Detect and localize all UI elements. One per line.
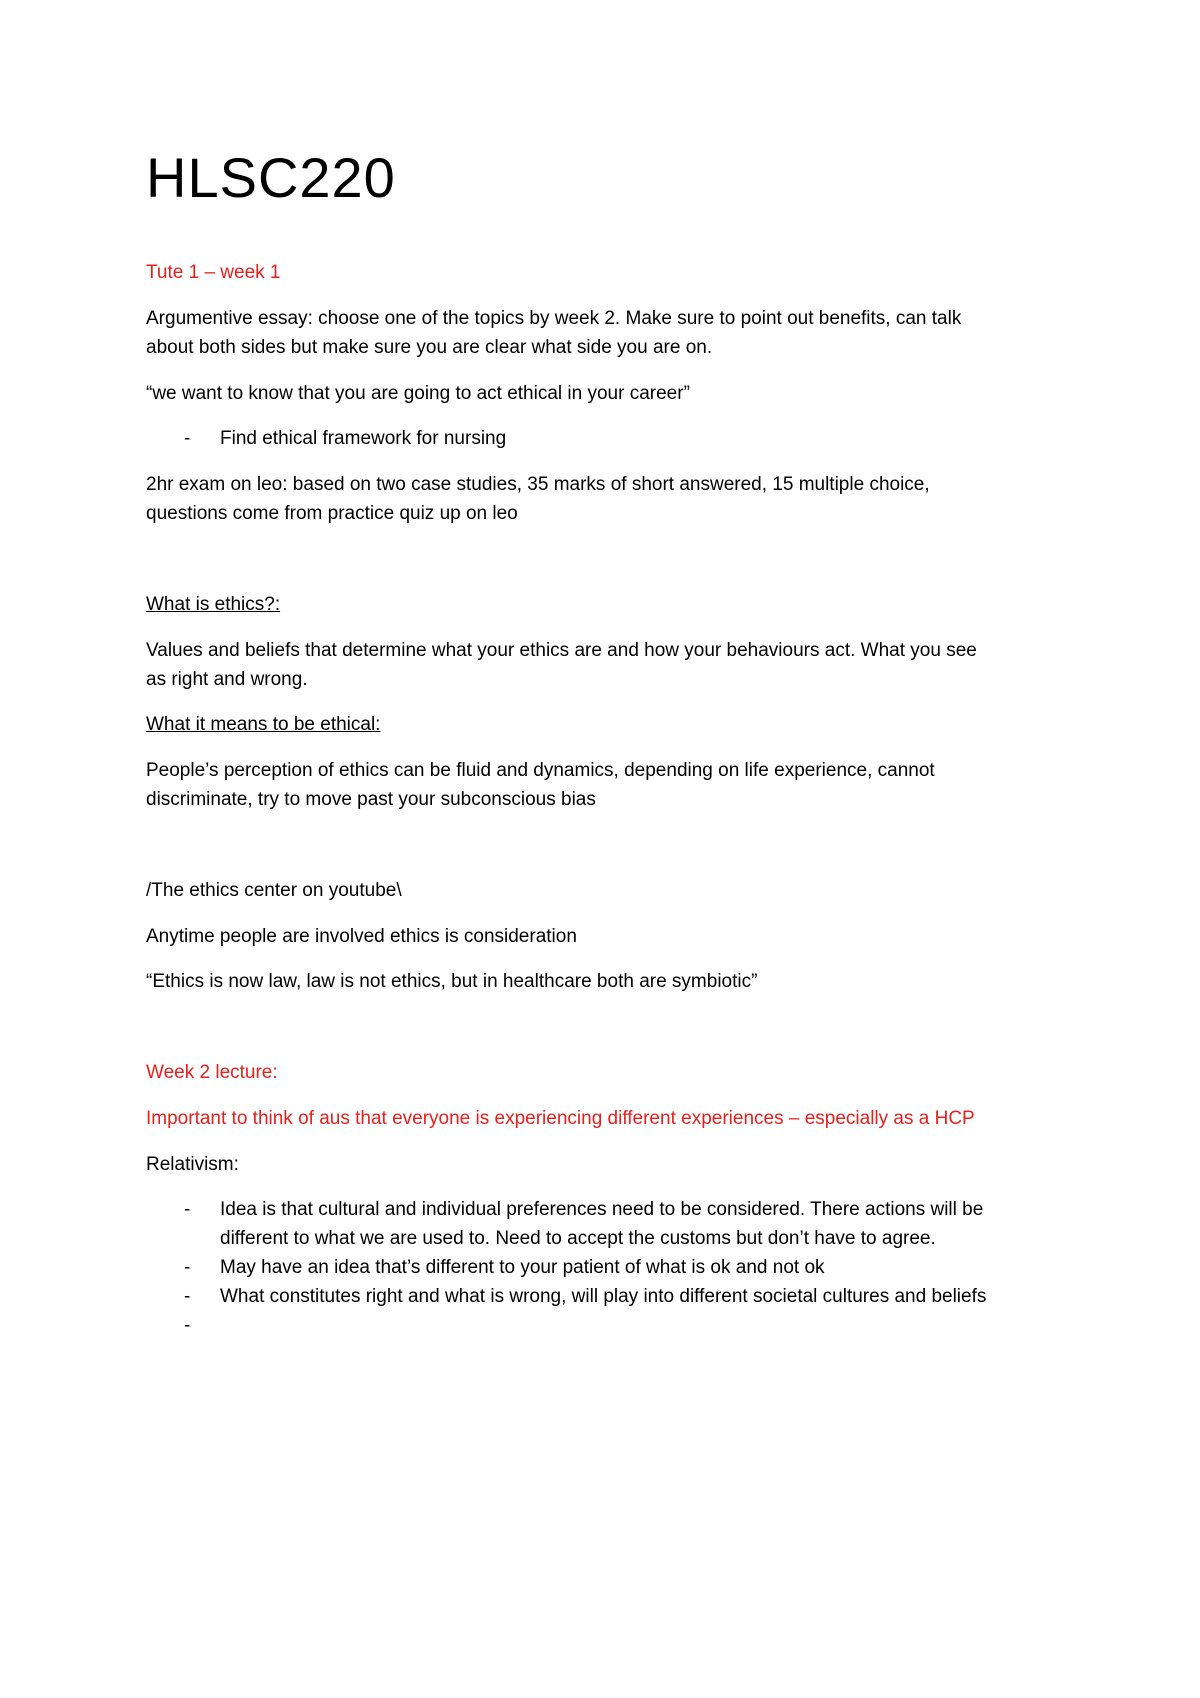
essay-line-1: Argumentive essay: choose one of the topics by week 2. Make sure to point out benefits, can talk	[146, 308, 962, 329]
relativism-heading: Relativism:	[146, 1154, 239, 1175]
list-item-continuation	[146, 1224, 986, 1253]
meaning-line-1: People’s perception of ethics can be fluid and dynamics, depending on life experience, cannot	[146, 760, 935, 781]
quote-law: “Ethics is now law, law is not ethics, but in healthcare both are symbiotic”	[146, 971, 758, 992]
bullet-dash: -	[184, 1286, 191, 1307]
page-title: HLSC220	[146, 146, 396, 209]
list-item	[146, 424, 506, 453]
list-item	[146, 1195, 986, 1224]
anytime-line: Anytime people are involved ethics is consideration	[146, 926, 577, 947]
ethics-line-1: Values and beliefs that determine what your ethics are and how your behaviours act. What you see	[146, 640, 977, 661]
bullet-dash: -	[184, 1257, 191, 1278]
bullet-dash: -	[184, 428, 191, 449]
relativism-list	[146, 1195, 987, 1336]
ethics-center-line: /The ethics center on youtube\	[146, 880, 402, 901]
framework-list	[146, 424, 506, 453]
ethics-line-2: as right and wrong.	[146, 669, 308, 690]
week2-heading: Week 2 lecture:	[146, 1062, 278, 1083]
list-item-text: different to what we are used to. Need to accept the customs but don’t have to agree.	[220, 1228, 936, 1249]
bullet-dash: -	[184, 1199, 191, 1220]
essay-line-2: about both sides but make sure you are clear what side you are on.	[146, 337, 713, 358]
ethics-heading: What is ethics?:	[146, 594, 281, 615]
exam-line-2: questions come from practice quiz up on leo	[146, 503, 518, 524]
list-item-text: What constitutes right and what is wrong, will play into different societal cultures and beliefs	[220, 1286, 987, 1307]
quote-career: “we want to know that you are going to act ethical in your career”	[146, 383, 690, 404]
list-item-text: May have an idea that’s different to your patient of what is ok and not ok	[220, 1257, 825, 1278]
list-item	[146, 1253, 986, 1282]
bullet-dash: -	[184, 1315, 191, 1336]
list-item-text: Find ethical framework for nursing	[220, 428, 507, 449]
meaning-line-2: discriminate, try to move past your subconscious bias	[146, 789, 596, 810]
meaning-heading: What it means to be ethical:	[146, 714, 381, 735]
exam-line-1: 2hr exam on leo: based on two case studies, 35 marks of short answered, 15 multiple choice,	[146, 474, 930, 495]
list-item-text: Idea is that cultural and individual preferences need to be considered. There actions will be	[220, 1199, 984, 1220]
important-line: Important to think of aus that everyone is experiencing different experiences – especially as a HCP	[146, 1108, 975, 1129]
tute-heading: Tute 1 – week 1	[146, 262, 281, 283]
list-item	[146, 1282, 986, 1311]
